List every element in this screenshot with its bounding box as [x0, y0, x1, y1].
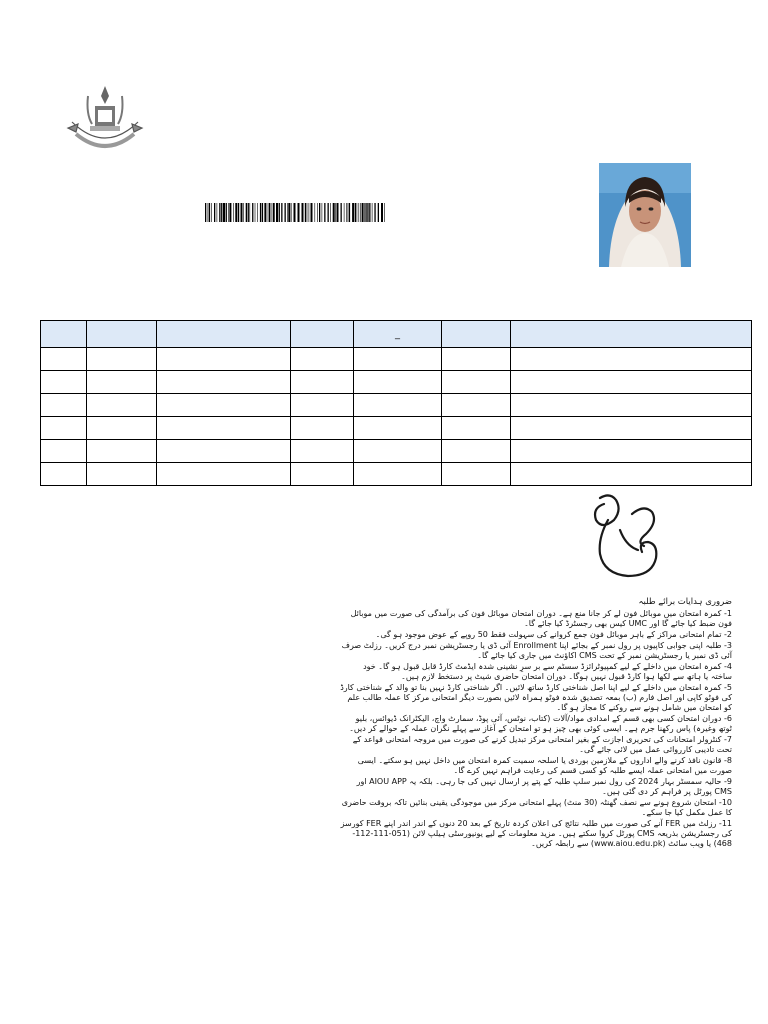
- table-cell: [354, 394, 442, 417]
- barcode-bar: [307, 203, 308, 222]
- barcode-bar: [250, 203, 251, 222]
- table-cell: [41, 371, 87, 394]
- instructions-block: [340, 597, 732, 850]
- barcode-bar: [346, 203, 347, 222]
- table-cell: [511, 394, 752, 417]
- barcode-bar: [364, 203, 365, 222]
- table-cell: [87, 417, 157, 440]
- table-header-row: [41, 321, 752, 348]
- barcode-bar: [330, 203, 331, 222]
- barcode-bar: [357, 203, 358, 222]
- table-row: [41, 371, 752, 394]
- table-cell: [291, 348, 354, 371]
- barcode-bar: [208, 203, 209, 222]
- table-cell: [41, 417, 87, 440]
- table-cell: [41, 394, 87, 417]
- table-cell: [511, 417, 752, 440]
- table-cell: [41, 440, 87, 463]
- instruction-item: 2- تمام امتحانی مراکز کے باہر موبائل فون جمع کروانے کی سہولت فقط 50 روپے کے عوض موجود ہو گی۔: [375, 630, 732, 639]
- barcode-bar: [205, 203, 206, 222]
- barcode-bar: [362, 203, 364, 222]
- barcode-bar: [228, 203, 229, 222]
- barcode-bar: [273, 203, 275, 222]
- table-cell: [354, 348, 442, 371]
- barcode-bar: [311, 203, 313, 222]
- barcode-bar: [381, 203, 383, 222]
- barcode-bar: [264, 203, 266, 222]
- barcode-bar: [294, 203, 296, 222]
- instruction-item: 9- حالیہ سمسٹر بہار 2024 کی رول نمبر سلپ طلبہ کے پتے پر ارسال نہیں کی جا رہی۔ بلکہ یہ AIOU APP اور CMS پورٹل پر فراہم کر دی گئی ہیں۔: [356, 777, 732, 796]
- instruction-item: 10- امتحان شروع ہونے سے نصف گھنٹہ (30 منٹ) پہلے امتحانی مرکز میں موجودگی یقینی بنائیں تاکہ بروقت حاضری کا عمل مکمل کیا جا سکے۔: [341, 798, 732, 817]
- barcode-bar: [269, 203, 270, 222]
- table-cell: [354, 463, 442, 486]
- barcode-bar: [352, 203, 354, 222]
- barcode-bar: [324, 203, 325, 222]
- controller-signature: [586, 490, 668, 582]
- barcode-bar: [328, 203, 329, 222]
- barcode-bar: [384, 203, 385, 222]
- barcode-bar: [337, 203, 339, 222]
- instruction-item: 1- کمرہ امتحان میں موبائل فون لے کر جانا منع ہے۔ دوران امتحان موبائل فون کی برآمدگی کی صورت میں موبائل فون ضبط کیا جائے گا اور UMC کیس بھی رجسٹرڈ کیا جائے گا۔: [350, 609, 732, 628]
- barcode-bar: [257, 203, 258, 222]
- table-cell: [511, 348, 752, 371]
- barcode: [205, 203, 385, 222]
- barcode-bar: [233, 203, 234, 222]
- table-cell: [291, 371, 354, 394]
- instruction-item: 5- کمرہ امتحان میں داخلے کے لیے اپنا اصل شناختی کارڈ ساتھ لائیں۔ اگر شناختی کارڈ نہیں بنا تو والد کے شناختی کارڈ کی فوٹو کاپی اور اصل فارم (ب) بمعہ تصدیق شدہ فوٹو ہمراہ لائیں بصورت دیگر امتحانی مرکز کا عملہ طالب علم کو امتحان میں شامل ہونے سے روکنے کا مجاز ہو گا۔: [340, 683, 732, 712]
- table-row: [41, 394, 752, 417]
- table-cell: [442, 394, 511, 417]
- barcode-bar: [291, 203, 292, 222]
- instruction-item: 8- قانون نافذ کرنے والے اداروں کے ملازمین بوردی یا اسلحہ سمیت کمرہ امتحان میں داخل نہیں ہو سکتے۔ ایسی صورت میں امتحانی عملہ ایسے طلبہ کو کسی قسم کی رعایت فراہم نہیں کرے گا۔: [357, 756, 732, 775]
- table-row: [41, 463, 752, 486]
- barcode-bar: [305, 203, 306, 222]
- barcode-bar: [262, 203, 263, 222]
- barcode-bar: [246, 203, 247, 222]
- barcode-bar: [241, 203, 243, 222]
- barcode-bar: [369, 203, 370, 222]
- table-header-cell: [41, 321, 87, 348]
- barcode-bar: [374, 203, 375, 222]
- table-cell: [442, 348, 511, 371]
- barcode-bar: [315, 203, 316, 222]
- barcode-bar: [298, 203, 300, 222]
- table-row: [41, 417, 752, 440]
- table-cell: [354, 417, 442, 440]
- table-cell: [291, 394, 354, 417]
- table-cell: [291, 417, 354, 440]
- table-cell: [157, 417, 291, 440]
- barcode-bar: [344, 203, 345, 222]
- table-header-cell: _: [354, 321, 442, 348]
- barcode-bar: [268, 203, 269, 222]
- table-cell: [157, 348, 291, 371]
- table-header-cell: [442, 321, 511, 348]
- table-cell: [442, 440, 511, 463]
- table-cell: [442, 417, 511, 440]
- barcode-bar: [214, 203, 215, 222]
- barcode-bar: [211, 203, 212, 222]
- barcode-bar: [248, 203, 249, 222]
- barcode-bar: [322, 203, 323, 222]
- barcode-bar: [317, 203, 318, 222]
- table-cell: [87, 463, 157, 486]
- barcode-bar: [255, 203, 256, 222]
- table-cell: [291, 463, 354, 486]
- table-header-cell: [511, 321, 752, 348]
- barcode-bar: [260, 203, 261, 222]
- table-header-cell: [87, 321, 157, 348]
- table-cell: [41, 348, 87, 371]
- table-row: [41, 348, 752, 371]
- marks-table: [40, 320, 752, 486]
- barcode-bar: [219, 203, 220, 222]
- table-cell: [442, 463, 511, 486]
- barcode-bar: [243, 203, 244, 222]
- instruction-item: 4- کمرہ امتحان میں داخلے کے لیے کمپیوٹرائزڈ سسٹم سے بر سرِ نشینی شدہ ایڈمٹ کارڈ قابل قبول ہو گا۔ خود ساختہ یا ہاتھ سے لکھا ہوا کارڈ قبول نہیں ہوگا۔ دوران امتحان حاضری شیٹ پر دستخط لازم ہیں۔: [363, 662, 732, 681]
- table-cell: [157, 463, 291, 486]
- barcode-bar: [378, 203, 379, 222]
- barcode-bar: [281, 203, 282, 222]
- instruction-item: 6- دوران امتحان کسی بھی قسم کے امدادی مواد/آلات (کتاب، نوٹس، آئی پوڈ، سمارٹ واچ، الیکٹرانک ڈیوائس، بلیو ٹوتھ وغیرہ) پاس رکھنا جرم ہے۔ ایسی کوئی بھی چیز ہو تو امتحان کے آغاز سے پہلے نگران عملہ کے حوالے کر دیں۔: [349, 714, 732, 733]
- barcode-bar: [302, 203, 304, 222]
- barcode-bar: [252, 203, 253, 222]
- table-cell: [291, 440, 354, 463]
- barcode-bar: [335, 203, 336, 222]
- barcode-bar: [271, 203, 272, 222]
- table-cell: [157, 371, 291, 394]
- barcode-bar: [349, 203, 350, 222]
- table-cell: [511, 440, 752, 463]
- table-cell: [41, 463, 87, 486]
- table-header-cell: [157, 321, 291, 348]
- barcode-bar: [367, 203, 368, 222]
- barcode-bar: [279, 203, 280, 222]
- table-cell: [511, 371, 752, 394]
- table-cell: [87, 440, 157, 463]
- table-header-cell: [291, 321, 354, 348]
- university-crest-logo: [62, 84, 148, 154]
- instruction-item: 7- کنٹرولر امتحانات کی تحریری اجازت کے بغیر امتحانی مرکز تبدیل کرنے کی صورت میں مروجہ امتحانی قواعد کے تحت تادیبی کارروائی عمل میں لائی جائے گی۔: [352, 735, 732, 754]
- barcode-bar: [217, 203, 218, 222]
- barcode-bar: [348, 203, 349, 222]
- barcode-bar: [287, 203, 288, 222]
- barcode-bar: [221, 203, 222, 222]
- barcode-bar: [235, 203, 237, 222]
- barcode-bar: [333, 203, 335, 222]
- table-cell: [157, 394, 291, 417]
- barcode-bar: [288, 203, 290, 222]
- barcode-bar: [365, 203, 366, 222]
- table-cell: [354, 440, 442, 463]
- barcode-bar: [226, 203, 227, 222]
- barcode-bar: [319, 203, 320, 222]
- barcode-bar: [276, 203, 278, 222]
- barcode-bar: [355, 203, 356, 222]
- table-cell: [442, 371, 511, 394]
- barcode-bar: [285, 203, 286, 222]
- table-cell: [87, 394, 157, 417]
- instruction-item: 3- طلبہ اپنی جوابی کاپیوں پر رول نمبر کے بجائے اپنا Enrollment آئی ڈی یا رجسٹریشن نمبر درج کریں۔ رزلٹ صرف آئی ڈی نمبر یا رجسٹریشن نمبر کے تحت CMS اکاؤنٹ میں جاری کیا جائے گا۔: [341, 641, 732, 660]
- instructions-title: ضروری ہدایات برائے طلبہ: [638, 597, 732, 607]
- barcode-bar: [360, 203, 361, 222]
- student-photo: [599, 163, 691, 267]
- instruction-item: 11- رزلٹ میں FER آنے کی صورت میں طلبہ نتائج کی اعلان کردہ تاریخ کے بعد 20 دنوں کے اندر اندر اپنے FER کورسز کی رجسٹریشن بذریعہ CMS پورٹل کروا سکتے ہیں۔ مزید معلومات کے لیے یونیورسٹی ہیلپ لائن (051-111-112-468) یا ویب سائٹ (www.aiou.edu.pk) سے رابطہ کریں۔: [340, 819, 732, 848]
- table-cell: [157, 440, 291, 463]
- table-cell: [511, 463, 752, 486]
- table-cell: [87, 371, 157, 394]
- table-cell: [354, 371, 442, 394]
- barcode-bar: [223, 203, 225, 222]
- table-cell: [87, 348, 157, 371]
- barcode-bar: [359, 203, 360, 222]
- barcode-bar: [229, 203, 231, 222]
- barcode-bar: [209, 203, 210, 222]
- barcode-bar: [238, 203, 239, 222]
- barcode-bar: [309, 203, 310, 222]
- barcode-bar: [341, 203, 342, 222]
- table-row: [41, 440, 752, 463]
- barcode-bar: [372, 203, 373, 222]
